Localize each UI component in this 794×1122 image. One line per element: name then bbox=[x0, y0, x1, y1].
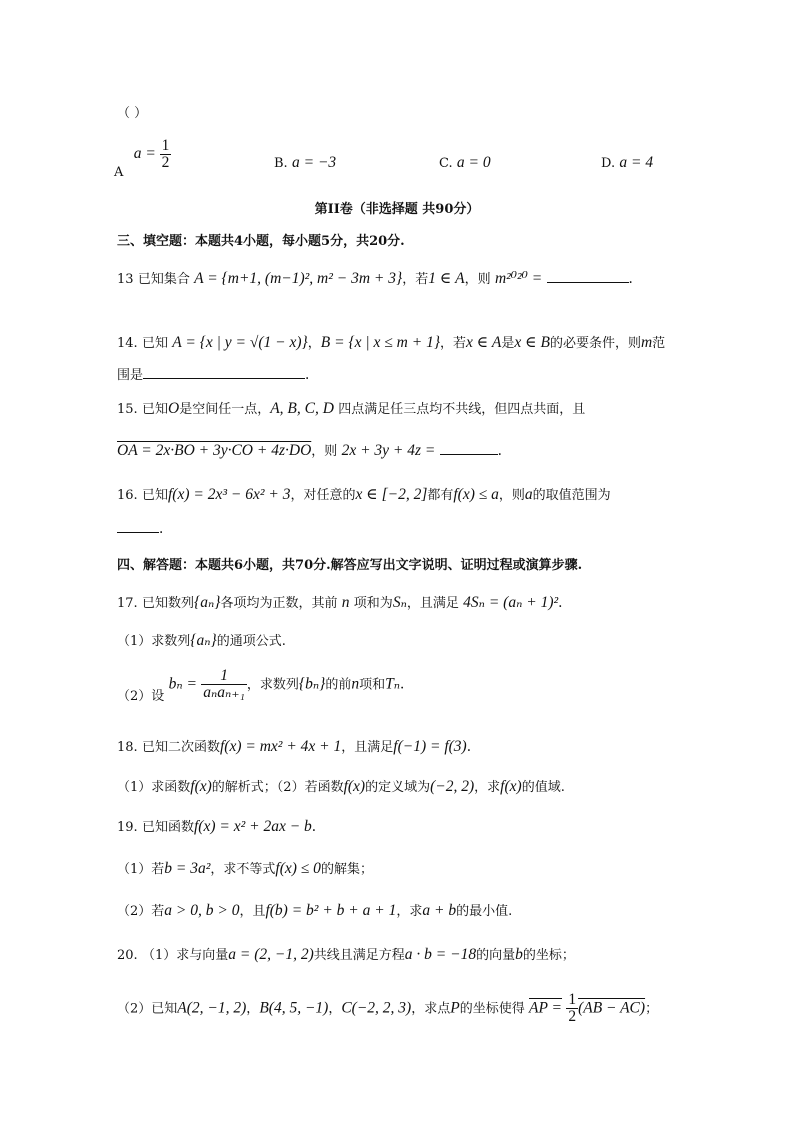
options-bracket: （ ） bbox=[117, 106, 148, 121]
q19-number: 19. bbox=[117, 820, 138, 835]
question-13: 13 已知集合 A = {m+1, (m−1)², m² − 3m + 3}，若1 ∈ A，则 m²⁰²⁰ = . bbox=[117, 270, 633, 287]
question-18-parts: （1）求函数f(x)的解析式；（2）若函数f(x)的定义域为(−2, 2)，求f(x)的值域. bbox=[117, 778, 565, 795]
question-14: 14. 已知 A = {x | y = √(1 − x)}，B = {x | x ≤ m + 1}，若x ∈ A是x ∈ B的必要条件，则m范 bbox=[117, 334, 666, 351]
section3-title: 三、填空题：本题共4小题，每小题5分，共20分. bbox=[117, 234, 405, 249]
part2-title: 第II卷（非选择题 共90分） bbox=[314, 202, 480, 217]
question-17-part2: （2）设 bₙ = $\frac{1}{\text{aₙaₙ₊₁}}$ ，求数列{bₙ}的前n项和Tₙ. bbox=[117, 667, 405, 705]
question-17-part1: （1）求数列{aₙ}的通项公式. bbox=[117, 632, 286, 649]
option-b-value: a = −3 bbox=[291, 154, 337, 171]
option-d-value: a = 4 bbox=[619, 154, 654, 171]
q18-number: 18. bbox=[117, 740, 138, 755]
question-19: 19. 已知函数f(x) = x² + 2ax − b. bbox=[117, 818, 317, 835]
q17-number: 17. bbox=[117, 596, 138, 611]
section4-title: 四、解答题：本题共6小题，共70分.解答应写出文字说明、证明过程或演算步骤. bbox=[117, 558, 583, 573]
question-14-line2: 围是 . bbox=[117, 364, 309, 383]
option-d-label: D. bbox=[601, 156, 616, 171]
option-b bbox=[274, 154, 336, 172]
q14-answer-blank[interactable] bbox=[143, 364, 305, 379]
question-15-line2: OA = 2x·BO + 3y·CO + 4z·DO，则 2x + 3y + 4z = . bbox=[117, 442, 502, 459]
option-a-label: A bbox=[114, 165, 124, 181]
option-a-fraction: $\frac{1}{2}$ bbox=[161, 137, 170, 172]
question-15: 15. 已知O是空间任一点，A, B, C, D 四点满足任三点均不共线，但四点共面，且 bbox=[117, 400, 586, 417]
question-18: 18. 已知二次函数f(x) = mx² + 4x + 1，且满足f(−1) = f(3). bbox=[117, 738, 471, 755]
q16-number: 16. bbox=[117, 488, 138, 503]
option-b-label: B. bbox=[274, 156, 288, 171]
q15-number: 15. bbox=[117, 402, 138, 417]
q20-number: 20. bbox=[117, 948, 138, 963]
option-c-label: C. bbox=[439, 156, 453, 171]
question-20-part2: （2）已知A(2, −1, 2)，B(4, 5, −1)，C(−2, 2, 3)，求点P的坐标使得 AP = $\frac{1}{2}$ (AB − AC)； bbox=[117, 991, 659, 1026]
q15-vector-equation: OA = 2x·BO + 3y·CO + 4z·DO bbox=[117, 442, 312, 459]
q14-set-a: A = {x | y = √(1 − x)} bbox=[172, 334, 308, 351]
question-20: 20. （1）求与向量a = (2, −1, 2)共线且满足方程a · b = −18的向量b的坐标； bbox=[117, 946, 575, 963]
option-c bbox=[439, 154, 491, 172]
q13-set: A = {m+1, (m−1)², m² − 3m + 3} bbox=[194, 270, 403, 287]
question-16-line2: . bbox=[117, 518, 163, 537]
q14-set-b: B = {x | x ≤ m + 1} bbox=[320, 334, 441, 351]
option-a: A a = $\frac{1}{2}$ bbox=[114, 137, 170, 181]
option-c-value: a = 0 bbox=[456, 154, 491, 171]
question-19-part1: （1）若b = 3a²，求不等式f(x) ≤ 0的解集； bbox=[117, 860, 373, 877]
q15-answer-blank[interactable] bbox=[440, 440, 498, 455]
q14-number: 14. bbox=[117, 336, 138, 351]
q16-answer-blank[interactable] bbox=[117, 518, 159, 533]
q13-number: 13 bbox=[117, 272, 134, 287]
q20-half-fraction: $\frac{1}{2}$ bbox=[568, 991, 577, 1026]
question-17: 17. 已知数列{aₙ}各项均为正数，其前 n 项和为Sₙ，且满足 4Sₙ = (aₙ + 1)². bbox=[117, 594, 563, 611]
q17-fraction: $\frac{1}{\text{aₙaₙ₊₁}}$ bbox=[203, 667, 245, 702]
question-16: 16. 已知f(x) = 2x³ − 6x² + 3，对任意的x ∈ [−2, 2]都有f(x) ≤ a，则a的取值范围为 bbox=[117, 486, 611, 503]
question-19-part2: （2）若a > 0, b > 0，且f(b) = b² + b + a + 1，求a + b的最小值. bbox=[117, 902, 513, 919]
q13-answer-blank[interactable] bbox=[547, 268, 629, 283]
option-d bbox=[601, 154, 653, 172]
